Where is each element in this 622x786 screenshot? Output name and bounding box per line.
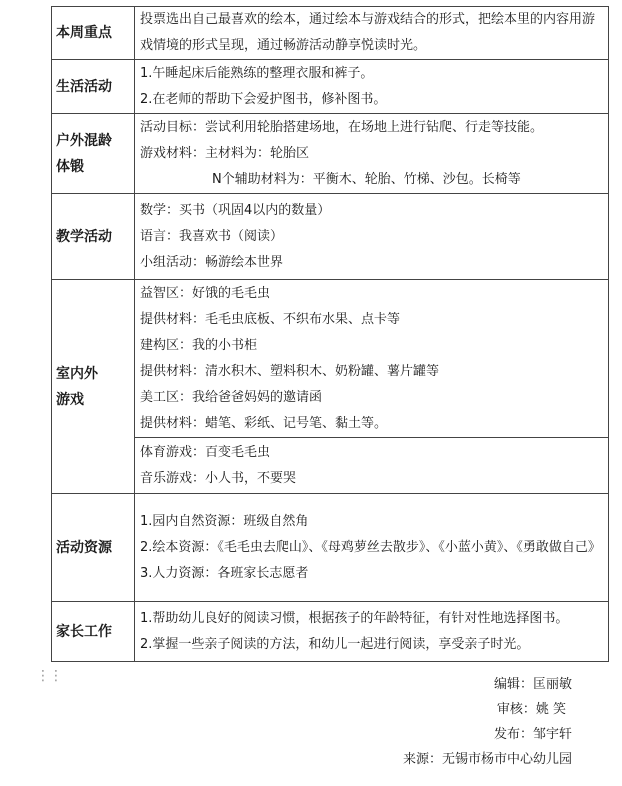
row-indoor-a <box>52 280 609 438</box>
outdoor-line: 游戏材料：主材料为：轮胎区 <box>140 145 310 161</box>
heading-indoor <box>52 280 135 494</box>
row-teaching <box>52 194 609 280</box>
resources-line: 2.绘本资源：《毛毛虫去爬山》、《母鸡萝丝去散步》、《小蓝小黄》、《勇敢做自己》 <box>140 539 601 555</box>
teaching-line: 小组活动：畅游绘本世界 <box>140 254 284 270</box>
row-resources <box>52 494 609 602</box>
outdoor-line: 活动目标：尝试利用轮胎搭建场地，在场地上进行钻爬、行走等技能。 <box>140 119 544 135</box>
heading-outdoor-line2: 体锻 <box>56 158 84 175</box>
row-focus <box>52 7 609 60</box>
indoor-line: 建构区：我的小书柜 <box>140 337 258 353</box>
heading-indoor-line2: 游戏 <box>56 391 84 408</box>
source-credit: 来源：无锡市杨市中心幼儿园 <box>402 752 572 767</box>
heading-outdoor-line1: 户外混龄 <box>56 132 112 149</box>
drag-handle-icon[interactable]: ⋮⋮ <box>36 668 62 684</box>
row-life <box>52 60 609 114</box>
heading-indoor-line1: 室内外 <box>56 365 98 382</box>
heading-teaching: 教学活动 <box>52 194 135 280</box>
focus-text: 投票选出自己最喜欢的绘本，通过绘本与游戏结合的形式，把绘本里的内容用游戏情境的形式呈现，通过畅游活动静享悦读时光。 <box>140 12 596 53</box>
indoor-line: 提供材料：清水积木、塑料积木、奶粉罐、薯片罐等 <box>140 363 440 379</box>
teaching-line: 数学：买书（巩固4以内的数量） <box>140 202 331 218</box>
indoor-line: 益智区：好饿的毛毛虫 <box>140 285 271 301</box>
row-parents <box>52 602 609 662</box>
life-line: 1.午睡起床后能熟练的整理衣服和裤子。 <box>140 65 374 81</box>
resources-line: 1.园内自然资源：班级自然角 <box>140 513 309 529</box>
indoor-line: 美工区：我给爸爸妈妈的邀请函 <box>140 389 323 405</box>
heading-life: 生活活动 <box>52 60 135 114</box>
credits <box>403 672 572 772</box>
weekly-plan-sheet <box>51 6 609 662</box>
row-outdoor <box>52 114 609 194</box>
indoor-line: 提供材料：蜡笔、彩纸、记号笔、黏土等。 <box>140 415 388 431</box>
parents-line: 1.帮助幼儿良好的阅读习惯，根据孩子的年龄特征，有针对性地选择图书。 <box>140 610 569 626</box>
editor-credit: 编辑：匡丽敏 <box>493 677 572 692</box>
resources-line: 3.人力资源：各班家长志愿者 <box>140 565 309 581</box>
outdoor-line: N个辅助材料为：平衡木、轮胎、竹梯、沙包。长椅等 <box>212 171 521 187</box>
row-indoor-b <box>52 438 609 494</box>
indoor-line: 体育游戏：百变毛毛虫 <box>140 444 271 460</box>
teaching-line: 语言：我喜欢书（阅读） <box>140 228 284 244</box>
weekly-plan-table <box>51 6 609 662</box>
heading-focus: 本周重点 <box>52 7 135 60</box>
publisher-credit: 发布：邹宇轩 <box>493 727 572 742</box>
parents-line: 2.掌握一些亲子阅读的方法，和幼儿一起进行阅读，享受亲子时光。 <box>140 636 530 652</box>
heading-resources: 活动资源 <box>52 494 135 602</box>
indoor-line: 音乐游戏：小人书，不要哭 <box>140 470 297 486</box>
heading-outdoor <box>52 114 135 194</box>
heading-parents: 家长工作 <box>52 602 135 662</box>
life-line: 2.在老师的帮助下会爱护图书，修补图书。 <box>140 91 387 107</box>
reviewer-credit: 审核：姚 笑 <box>496 702 566 717</box>
indoor-line: 提供材料：毛毛虫底板、不织布水果、点卡等 <box>140 311 401 327</box>
